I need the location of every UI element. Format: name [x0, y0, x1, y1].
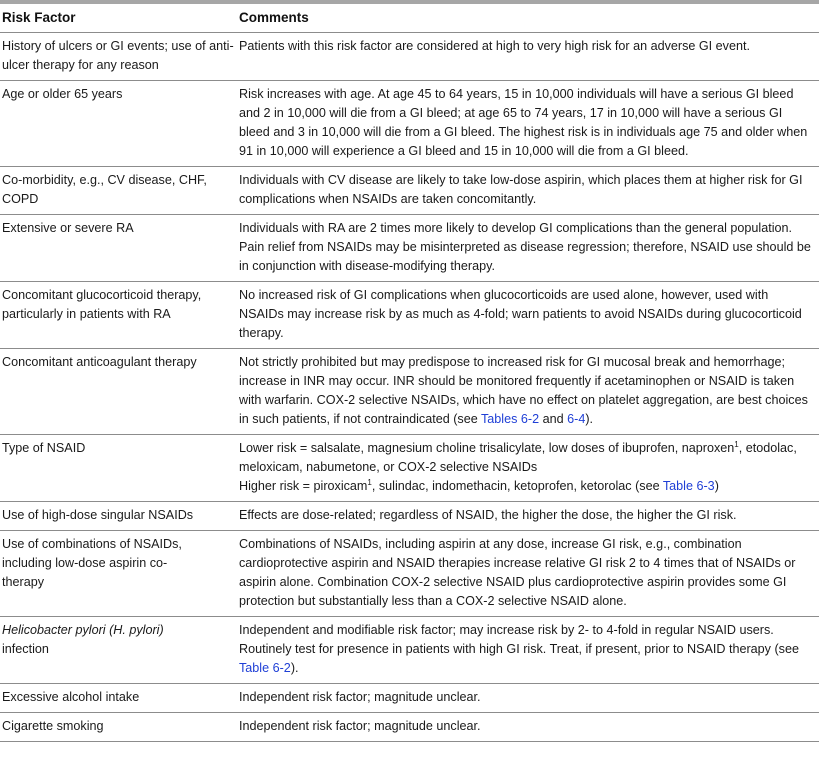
risk-factor-cell: Concomitant anticoagulant therapy [0, 349, 238, 435]
comments-text: ). [585, 412, 594, 426]
lower-risk-line [239, 439, 815, 477]
table-row [0, 33, 819, 81]
risk-factor-cell: Use of high-dose singular NSAIDs [0, 502, 238, 531]
table-row [0, 617, 819, 684]
risk-factor-table [0, 4, 819, 742]
higher-risk-line [239, 477, 815, 496]
table-row [0, 167, 819, 215]
table-row [0, 349, 819, 435]
risk-factor-text: infection [2, 642, 49, 656]
risk-factor-cell [0, 617, 238, 684]
footnote-marker: 1 [367, 477, 372, 487]
comments-cell: Patients with this risk factor are considered at high to very high risk for an adverse GI event. [238, 33, 819, 81]
higher-risk-text: ) [714, 479, 719, 493]
comments-cell: Independent risk factor; magnitude unclear. [238, 684, 819, 713]
table-row [0, 435, 819, 502]
table-row [0, 502, 819, 531]
table-row [0, 282, 819, 349]
comments-cell: Risk increases with age. At age 45 to 64 years, 15 in 10,000 individuals will have a serious GI bleed and 2 in 10,000 will die from a GI bleed; at age 65 to 74 years, 17 in 10,000 will have a serious GI bleed and 3 in 10,000 will die from a GI bleed. The highest risk is in individuals age 75 and older when 91 in 10,000 will experience a GI bleed and 15 in 10,000 will die from a GI bleed. [238, 81, 819, 167]
comments-cell: No increased risk of GI complications when glucocorticoids are used alone, however, used with NSAIDs may increase risk by as much as 4-fold; warn patients to avoid NSAIDs during glucocorticoid therapy. [238, 282, 819, 349]
header-risk-factor: Risk Factor [0, 4, 238, 33]
risk-factor-cell: Cigarette smoking [0, 713, 238, 742]
comments-cell: Individuals with CV disease are likely to take low-dose aspirin, which places them at higher risk for GI complications when NSAIDs are taken concomitantly. [238, 167, 819, 215]
comments-cell: Combinations of NSAIDs, including aspirin at any dose, increase GI risk, e.g., combination cardioprotective aspirin and NSAID therapies increase relative GI risk 2 to 4 times that of NSAIDs or aspirin alone. Combination COX-2 selective NSAID plus cardioprotective aspirin provides some GI protection but substantially less than a COX-2 selective NSAID alone. [238, 531, 819, 617]
comments-cell [238, 435, 819, 502]
higher-risk-text: Higher risk = piroxicam [239, 479, 368, 493]
risk-factor-cell: Type of NSAID [0, 435, 238, 502]
table-header-row [0, 4, 819, 33]
comments-cell: Effects are dose-related; regardless of NSAID, the higher the dose, the higher the GI risk. [238, 502, 819, 531]
table-6-2-link[interactable]: Table 6-2 [239, 661, 291, 675]
comments-cell [238, 349, 819, 435]
table-row [0, 531, 819, 617]
comments-cell [238, 617, 819, 684]
risk-factor-cell: Use of combinations of NSAIDs, including low-dose aspirin co-therapy [0, 531, 238, 617]
table-6-4-link[interactable]: 6-4 [567, 412, 586, 426]
table-row [0, 684, 819, 713]
header-comments: Comments [238, 4, 819, 33]
risk-factor-cell: History of ulcers or GI events; use of anti-ulcer therapy for any reason [0, 33, 238, 81]
comments-text: Independent and modifiable risk factor; may increase risk by 2- to 4-fold in regular NSAID users. Routinely test for presence in patients with high GI risk. Treat, if present, prior to NSAID therapy (see [239, 623, 799, 656]
comments-text: ). [290, 661, 299, 675]
table-row [0, 215, 819, 282]
footnote-marker: 1 [734, 439, 739, 449]
comments-text: and [539, 412, 568, 426]
lower-risk-text: Lower risk = salsalate, magnesium choline trisalicylate, low doses of ibuprofen, naproxen [239, 441, 735, 455]
lower-risk-text: , etodolac, meloxicam, nabumetone, or COX-2 selective NSAIDs [239, 441, 797, 474]
comments-cell: Individuals with RA are 2 times more likely to develop GI complications than the general population. Pain relief from NSAIDs may be misinterpreted as disease regression; therefore, NSAID use should be in conjunction with disease-modifying therapy. [238, 215, 819, 282]
table-6-2-link[interactable]: Tables 6-2 [481, 412, 540, 426]
table-row [0, 81, 819, 167]
risk-factor-cell: Excessive alcohol intake [0, 684, 238, 713]
higher-risk-text: , sulindac, indomethacin, ketoprofen, ketorolac (see [371, 479, 663, 493]
risk-factor-cell: Concomitant glucocorticoid therapy, particularly in patients with RA [0, 282, 238, 349]
table-6-3-link[interactable]: Table 6-3 [662, 479, 715, 493]
risk-factor-italic: Helicobacter pylori (H. pylori) [2, 623, 164, 637]
risk-factor-cell: Age or older 65 years [0, 81, 238, 167]
risk-factor-cell: Co-morbidity, e.g., CV disease, CHF, COPD [0, 167, 238, 215]
table-row [0, 713, 819, 742]
comments-text: Not strictly prohibited but may predispose to increased risk for GI mucosal break and hemorrhage; increase in INR may occur. INR should be monitored frequently if acetaminophen or NSAID is taken with warfarin. COX-2 selective NSAIDs, which have no effect on platelet aggregation, are best choices in such patients, if not contraindicated (see [239, 355, 808, 426]
comments-cell: Independent risk factor; magnitude unclear. [238, 713, 819, 742]
risk-factor-cell: Extensive or severe RA [0, 215, 238, 282]
